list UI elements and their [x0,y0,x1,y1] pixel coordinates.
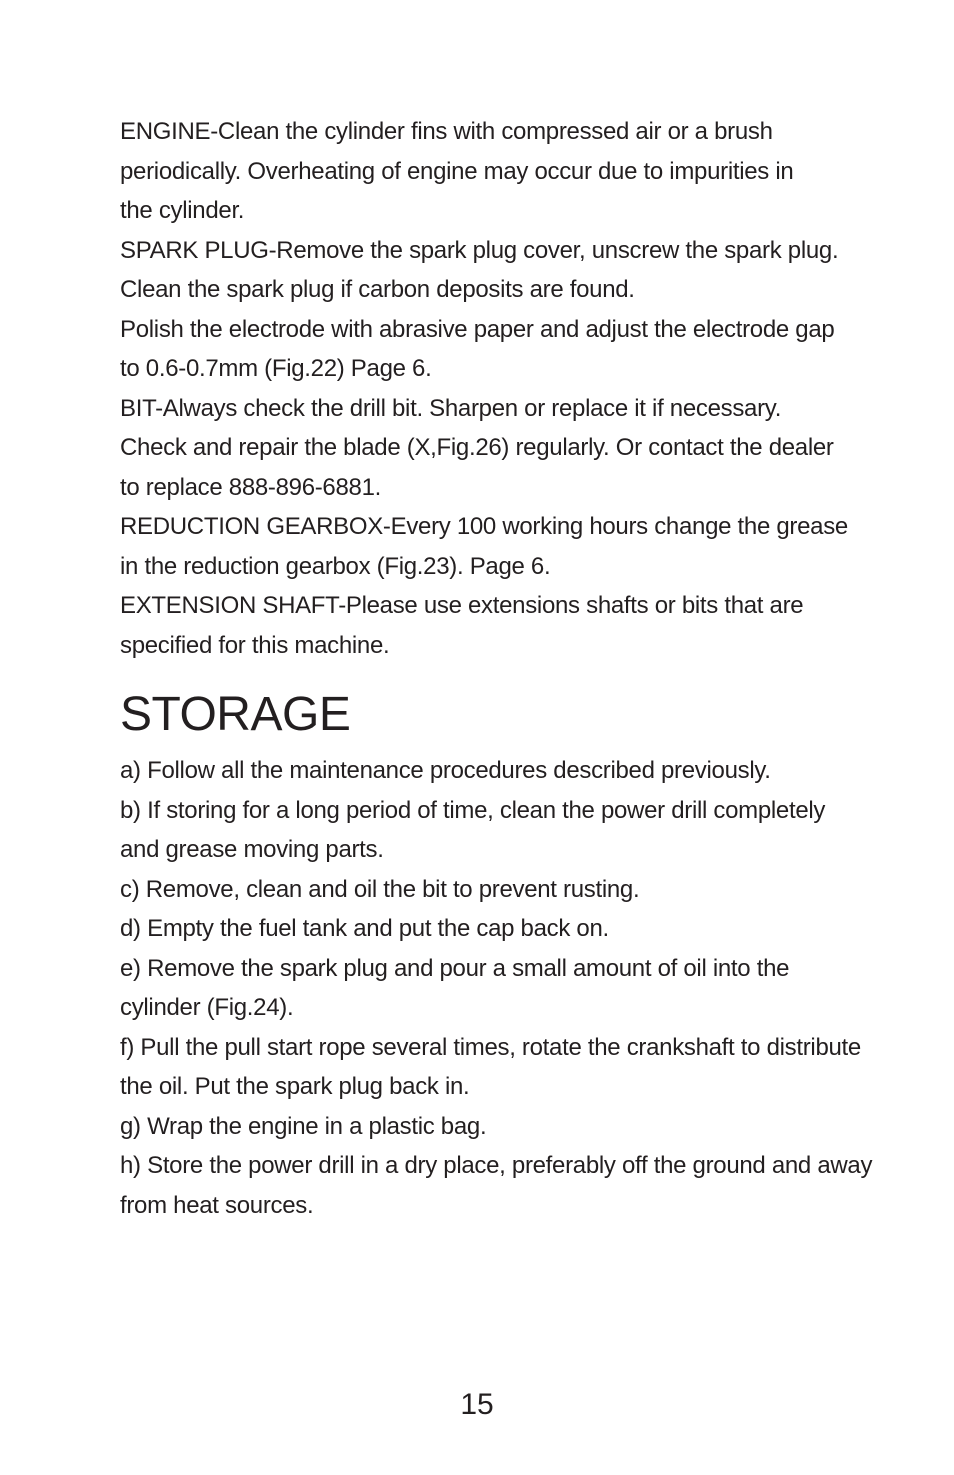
storage-item-d: d) Empty the fuel tank and put the cap back on. [120,915,609,942]
storage-item-f: f) Pull the pull start rope several times, rotate the crankshaft to distribute the oil. Put the spark plug back in. [120,1033,861,1100]
storage-item-c: c) Remove, clean and oil the bit to prevent rusting. [120,875,640,903]
storage-item-g: g) Wrap the engine in a plastic bag. [120,1112,487,1140]
page-content [120,112,890,1225]
bit-paragraph: BIT-Always check the drill bit. Sharpen or replace it if necessary. [120,394,782,422]
blade-paragraph: Check and repair the blade (X,Fig.26) regularly. Or contact the dealer to replace 888-896-6881. [120,434,834,501]
engine-paragraph: ENGINE-Clean the cylinder fins with compressed air or a brush periodically. Overheating of engine may occur due to impurities in the cylinder. [120,118,794,224]
spark-plug-paragraph: SPARK PLUG-Remove the spark plug cover, unscrew the spark plug. Clean the spark plug if carbon deposits are found. [120,236,839,303]
storage-item-h: h) Store the power drill in a dry place, preferably off the ground and away from heat sources. [120,1152,873,1219]
page-number: 15 [460,1388,494,1421]
electrode-paragraph: Polish the electrode with abrasive paper and adjust the electrode gap to 0.6-0.7mm (Fig.22) Page 6. [120,315,835,382]
storage-heading: STORAGE [120,688,351,741]
storage-item-e: e) Remove the spark plug and pour a small amount of oil into the cylinder (Fig.24). [120,954,790,1021]
storage-item-b: b) If storing for a long period of time, clean the power drill completely and grease moving parts. [120,796,826,863]
storage-item-a: a) Follow all the maintenance procedures described previously. [120,757,771,784]
gearbox-paragraph: REDUCTION GEARBOX-Every 100 working hours change the grease in the reduction gearbox (Fig.23). Page 6. [120,513,848,580]
extension-shaft-paragraph: EXTENSION SHAFT-Please use extensions shafts or bits that are specified for this machine. [120,592,804,659]
